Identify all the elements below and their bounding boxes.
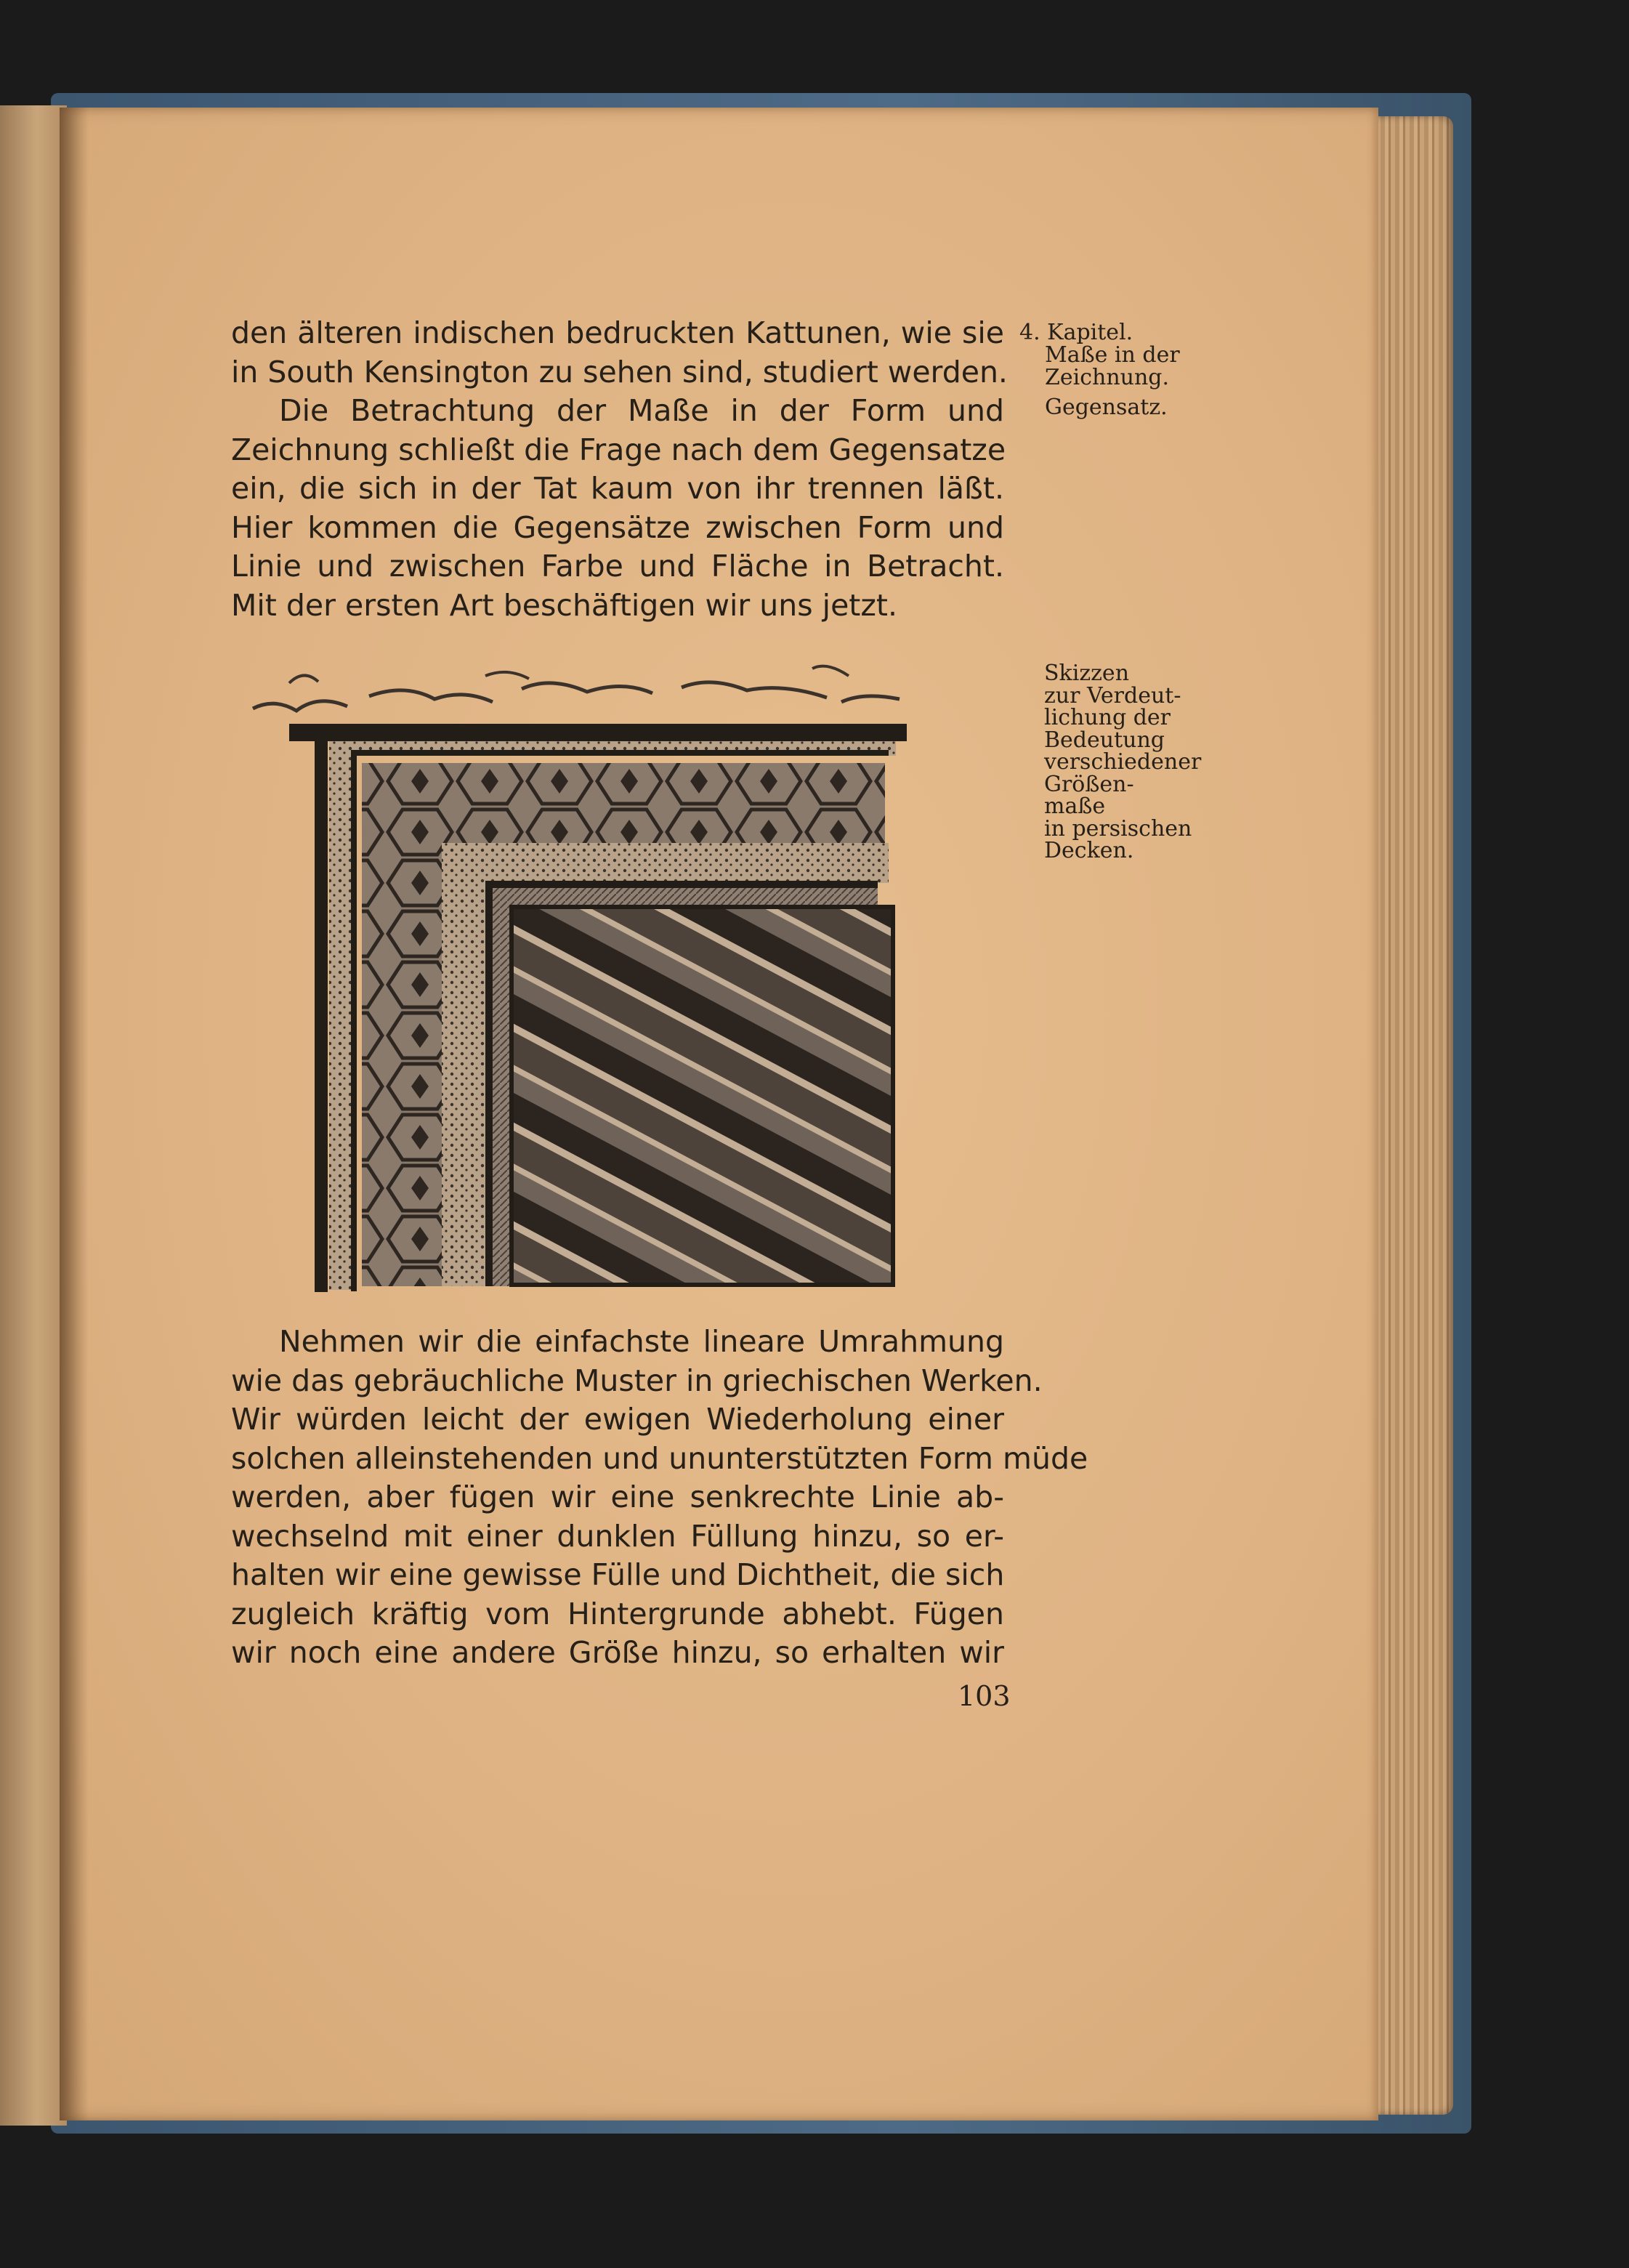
paragraph-1	[231, 314, 1008, 625]
carpet-sketch-illustration	[246, 654, 979, 1304]
text-line: Linie und zwischen Farbe und Fläche in Betracht.	[231, 549, 1004, 584]
text-line: Mit der ersten Art beschäftigen wir uns jetzt.	[231, 587, 897, 623]
center-field	[512, 907, 893, 1285]
text-line: wechselnd mit einer dunklen Füllung hinzu, so er-	[231, 1518, 1004, 1554]
page-edges	[1366, 116, 1453, 2115]
text-line: zugleich kräftig vom Hintergrunde abhebt. Fügen	[231, 1596, 1004, 1631]
margin-line: 4. Kapitel.	[1019, 320, 1133, 345]
text-line: werden, aber fügen wir eine senkrechte Linie ab-	[231, 1480, 1004, 1514]
margin-line: Maße in der	[1045, 342, 1180, 368]
text-line: Wir würden leicht der ewigen Wiederholung einer	[231, 1402, 1004, 1437]
text-line: in South Kensington zu sehen sind, studiert werden.	[231, 354, 1008, 390]
margin-line: lichung der	[1044, 705, 1171, 730]
text-line: wie das gebräuchliche Muster in griechischen Werken.	[231, 1363, 1043, 1398]
text-line: Hier kommen die Gegensätze zwischen Form und	[231, 509, 1004, 545]
text-line: wir noch eine andere Größe hinzu, so erhalten wir	[231, 1635, 1004, 1670]
gutter-shadow	[60, 108, 89, 2120]
margin-line: Bedeutung	[1044, 727, 1165, 753]
text-line: solchen alleinstehenden und ununterstützten Form müde	[231, 1440, 1088, 1476]
text-line: Die Betrachtung der Maße in der Form und	[279, 393, 1004, 428]
margin-line: maße	[1044, 794, 1106, 819]
paragraph-2	[231, 1323, 1088, 1673]
text-line: Zeichnung schließt die Frage nach dem Gegensatze	[231, 432, 1006, 467]
margin-line: in persischen	[1044, 815, 1192, 842]
margin-line: Skizzen	[1044, 661, 1130, 686]
margin-line: Decken.	[1044, 838, 1134, 863]
left-page-edge	[0, 105, 67, 2126]
margin-line: verschiedener	[1044, 749, 1202, 775]
margin-line: zur Verdeut-	[1044, 682, 1181, 709]
text-line: den älteren indischen bedruckten Kattunen, wie sie	[231, 315, 1004, 350]
margin-note-sketches	[1044, 663, 1201, 863]
fringe-strokes	[253, 666, 900, 711]
text-line: ein, die sich in der Tat kaum von ihr trennen läßt.	[231, 471, 1004, 506]
margin-line: Gegensatz.	[1045, 395, 1168, 420]
margin-line: Zeichnung.	[1045, 365, 1170, 390]
text-line: Nehmen wir die einfachste lineare Umrahmung	[279, 1324, 1004, 1359]
margin-note-chapter	[1019, 321, 1180, 419]
margin-line: Größen-	[1044, 771, 1134, 797]
page-number: 103	[958, 1680, 1011, 1712]
text-line: halten wir eine gewisse Fülle und Dichtheit, die sich	[231, 1557, 1005, 1592]
